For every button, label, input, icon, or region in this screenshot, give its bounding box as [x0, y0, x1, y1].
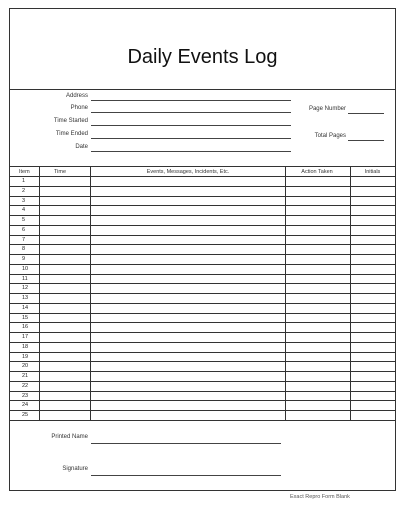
printed-name-label: Printed Name — [51, 434, 88, 440]
row-item-number: 22 — [22, 382, 29, 389]
row-item-number: 16 — [22, 324, 29, 331]
time-ended-field[interactable] — [91, 138, 291, 139]
table-row[interactable] — [10, 303, 395, 304]
row-item-number: 3 — [22, 197, 26, 204]
row-item-number: 7 — [22, 236, 26, 243]
total-pages-field[interactable] — [348, 140, 384, 141]
row-item-number: 21 — [22, 373, 29, 379]
table-row[interactable] — [10, 361, 395, 362]
time-ended-label: Time Ended — [55, 131, 88, 137]
row-item-number: 20 — [22, 363, 29, 370]
row-item-number: 11 — [22, 275, 28, 282]
table-row[interactable] — [10, 342, 395, 343]
time-started-field[interactable] — [91, 125, 291, 126]
row-item-number: 23 — [22, 392, 29, 399]
total-pages-label: Total Pages — [314, 133, 346, 139]
row-item-number: 25 — [22, 412, 29, 418]
header-row-line — [10, 176, 395, 177]
row-item-number: 1 — [22, 178, 26, 184]
address-field[interactable] — [91, 100, 291, 101]
col-events-header: Events, Messages, Incidents, Etc. — [146, 169, 230, 175]
row-item-number: 9 — [22, 256, 26, 262]
table-row[interactable] — [10, 371, 395, 372]
table-row[interactable] — [10, 215, 395, 216]
row-item-number: 10 — [22, 265, 29, 272]
table-row[interactable] — [10, 235, 395, 236]
table-row[interactable] — [10, 352, 395, 353]
row-item-number: 19 — [22, 353, 29, 360]
table-row[interactable] — [10, 264, 395, 265]
row-item-number: 18 — [22, 343, 29, 350]
col-initials-header: Initials — [364, 169, 381, 175]
table-row[interactable] — [10, 244, 395, 245]
page-title: Daily Events Log — [127, 46, 278, 68]
table-row[interactable] — [10, 186, 395, 187]
time-started-label: Time Started — [53, 118, 88, 124]
row-item-number: 13 — [22, 295, 29, 301]
table-row[interactable] — [10, 322, 395, 323]
table-row[interactable] — [10, 391, 395, 392]
table-row[interactable] — [10, 205, 395, 206]
col-action-header: Action Taken — [301, 169, 333, 175]
table-row[interactable] — [10, 410, 395, 411]
printed-name-field[interactable] — [91, 443, 281, 444]
col-item-header: Item — [19, 169, 30, 175]
row-item-number: 17 — [22, 334, 29, 340]
table-row[interactable] — [10, 313, 395, 314]
table-row[interactable] — [10, 225, 395, 226]
row-item-number: 12 — [22, 285, 29, 292]
row-item-number: 15 — [22, 314, 29, 321]
table-row[interactable] — [10, 400, 395, 401]
row-item-number: 2 — [22, 187, 26, 194]
row-item-number: 5 — [22, 217, 26, 223]
page-number-label: Page Number — [308, 106, 346, 112]
row-item-number: 24 — [22, 402, 29, 409]
table-row[interactable] — [10, 293, 395, 294]
table-row[interactable] — [10, 274, 395, 275]
table-row[interactable] — [10, 283, 395, 284]
date-label: Date — [75, 144, 88, 150]
row-item-number: 8 — [22, 246, 26, 253]
log-sheet — [9, 8, 396, 491]
date-field[interactable] — [91, 151, 291, 152]
phone-field[interactable] — [91, 112, 291, 113]
table-row[interactable] — [10, 332, 395, 333]
table-row[interactable] — [10, 196, 395, 197]
table-row[interactable] — [10, 381, 395, 382]
title-box — [10, 9, 395, 90]
row-item-number: 4 — [22, 207, 26, 214]
table-row[interactable] — [10, 254, 395, 255]
col-time-header: Time — [54, 169, 67, 175]
row-item-number: 14 — [22, 304, 29, 311]
table-bottom-separator — [10, 420, 395, 421]
page-number-field[interactable] — [348, 113, 384, 114]
signature-field[interactable] — [91, 475, 281, 476]
row-item-number: 6 — [22, 226, 26, 233]
address-label: Address — [65, 93, 88, 99]
info-separator — [10, 166, 395, 167]
phone-label: Phone — [70, 105, 88, 111]
signature-label: Signature — [62, 466, 88, 472]
footer-credit: Exact Repro Form Blank — [290, 494, 350, 500]
